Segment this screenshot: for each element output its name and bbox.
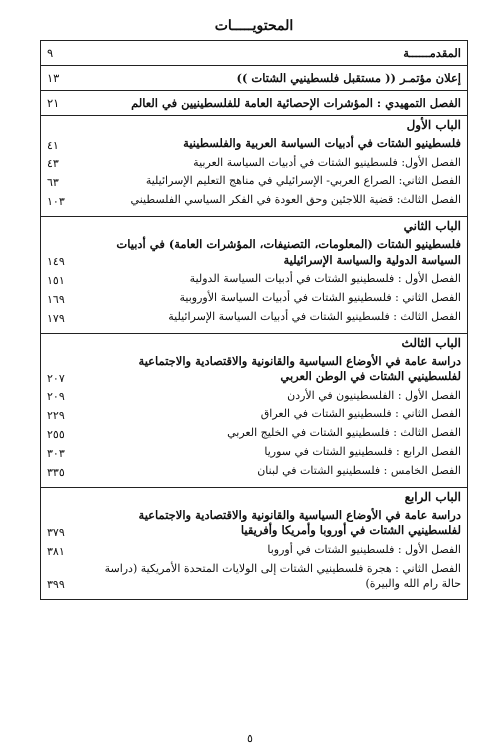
toc-section-part-3 [41,334,467,488]
part-label: الباب الأول [406,118,461,132]
part-heading-text: فلسطينيو الشتات (المعلومات، التصنيفات، المؤشرات العامة) في أدبيات السياسة الدولية والسياسة الإسرائيلية [116,237,461,267]
toc-section-part-2 [41,217,467,334]
chapter-text: الفصل الرابع : فلسطينيو الشتات في سوريا [264,445,461,459]
toc-row-page: ٢١ [47,96,60,110]
part-heading-text: فلسطينيو الشتات في أدبيات السياسة العربية والفلسطينية [183,136,461,150]
toc-table [40,40,468,600]
chapter-text: الفصل الخامس : فلسطينيو الشتات في لبنان [257,464,461,478]
part-heading[interactable] [47,354,461,385]
chapter-item[interactable] [47,310,461,325]
toc-row-intro[interactable] [41,41,467,66]
chapter-page: ٣٨١ [47,544,65,558]
chapter-page: ١٦٩ [47,292,65,306]
chapter-page: ٣٣٥ [47,465,65,479]
chapter-item[interactable] [47,389,461,404]
part-label: الباب الثالث [401,335,461,350]
chapter-page: ٣٠٣ [47,447,65,461]
toc-page [40,18,468,600]
part-heading-text: دراسة عامة في الأوضاع السياسية والقانونية والاقتصادية والاجتماعية لفلسطينيي الشتات في أوروبا وأمريكا وأفريقيا [138,507,461,538]
chapter-item[interactable] [47,445,461,460]
chapter-item[interactable] [47,174,461,189]
toc-row-text: المقدمــــــة [403,46,461,60]
chapter-item[interactable] [47,272,461,287]
chapter-text: الفصل الثالث: قضية اللاجئين وحق العودة في الفكر السياسي الفلسطيني [130,193,461,207]
toc-row-preface[interactable] [41,91,467,116]
part-heading[interactable] [47,508,461,539]
chapter-page: ٢٥٥ [47,428,65,442]
part-label: الباب الرابع [404,489,461,504]
chapter-text: الفصل الثاني : فلسطينيو الشتات في العراق [260,407,461,421]
chapter-page: ١٧٩ [47,311,65,325]
part-heading-page: ٤١ [47,138,59,152]
chapter-text: الفصل الثالث : فلسطينيو الشتات في أدبيات السياسة الإسرائيلية [168,309,461,323]
page-number: ٥ [247,732,253,745]
toc-row-text: إعلان مؤتمـر (( مستقبل فلسطينيي الشتات )) [236,71,461,85]
toc-row-page: ٩ [47,46,54,60]
chapter-item[interactable] [47,464,461,479]
toc-row-page: ١٣ [47,71,60,85]
chapter-item[interactable] [47,156,461,171]
chapter-text: الفصل الأول : فلسطينيو الشتات في أدبيات السياسة الدولية [189,272,461,286]
chapter-item[interactable] [47,407,461,422]
chapter-item[interactable] [47,562,461,592]
chapter-text: الفصل الأول : الفلسطينيون في الأردن [287,388,461,402]
chapter-text: الفصل الثاني : فلسطينيو الشتات في أدبيات السياسة الأوروبية [179,290,461,304]
chapter-page: ١٠٣ [47,195,65,209]
chapter-text: الفصل الأول: فلسطينيو الشتات في أدبيات السياسة العربية [193,155,461,169]
toc-row-conference[interactable] [41,66,467,91]
chapter-item[interactable] [47,291,461,306]
part-heading[interactable] [47,237,461,268]
chapter-page: ٣٩٩ [47,578,65,592]
part-heading-page: ٣٧٩ [47,525,65,539]
chapter-item[interactable] [47,543,461,558]
page-title [40,18,468,34]
part-heading[interactable] [47,136,461,152]
chapter-item[interactable] [47,193,461,208]
chapter-text: الفصل الأول : فلسطينيو الشتات في أوروبا [267,542,461,556]
toc-row-text: الفصل التمهيدي : المؤشرات الإحصائية العامة للفلسطينيين في العالم [131,96,461,110]
chapter-text: الفصل الثاني : هجرة فلسطينيي الشتات إلى الولايات المتحدة الأمريكية (دراسة حالة رام الله والبيرة) [104,561,461,590]
chapter-page: ٦٣ [47,176,59,190]
chapter-page: ١٥١ [47,273,65,287]
part-heading-text: دراسة عامة في الأوضاع السياسية والقانونية والاقتصادية والاجتماعية لفلسطينيي الشتات في الوطن العربي [138,353,461,384]
part-heading-page: ٢٠٧ [47,371,65,385]
chapter-page: ٢٢٩ [47,409,65,423]
title-text: المحتويـــــات [214,18,294,34]
chapter-item[interactable] [47,426,461,441]
toc-section-part-4 [41,488,467,600]
toc-section-part-1 [41,116,467,217]
part-heading-page: ١٤٩ [47,255,65,269]
part-label: الباب الثاني [403,219,461,234]
chapter-page: ٢٠٩ [47,390,65,404]
chapter-page: ٤٣ [47,157,59,171]
chapter-text: الفصل الثالث : فلسطينيو الشتات في الخليج العربي [227,426,461,440]
chapter-text: الفصل الثاني: الصراع العربي- الإسرائيلي في مناهج التعليم الإسرائيلية [145,174,461,188]
